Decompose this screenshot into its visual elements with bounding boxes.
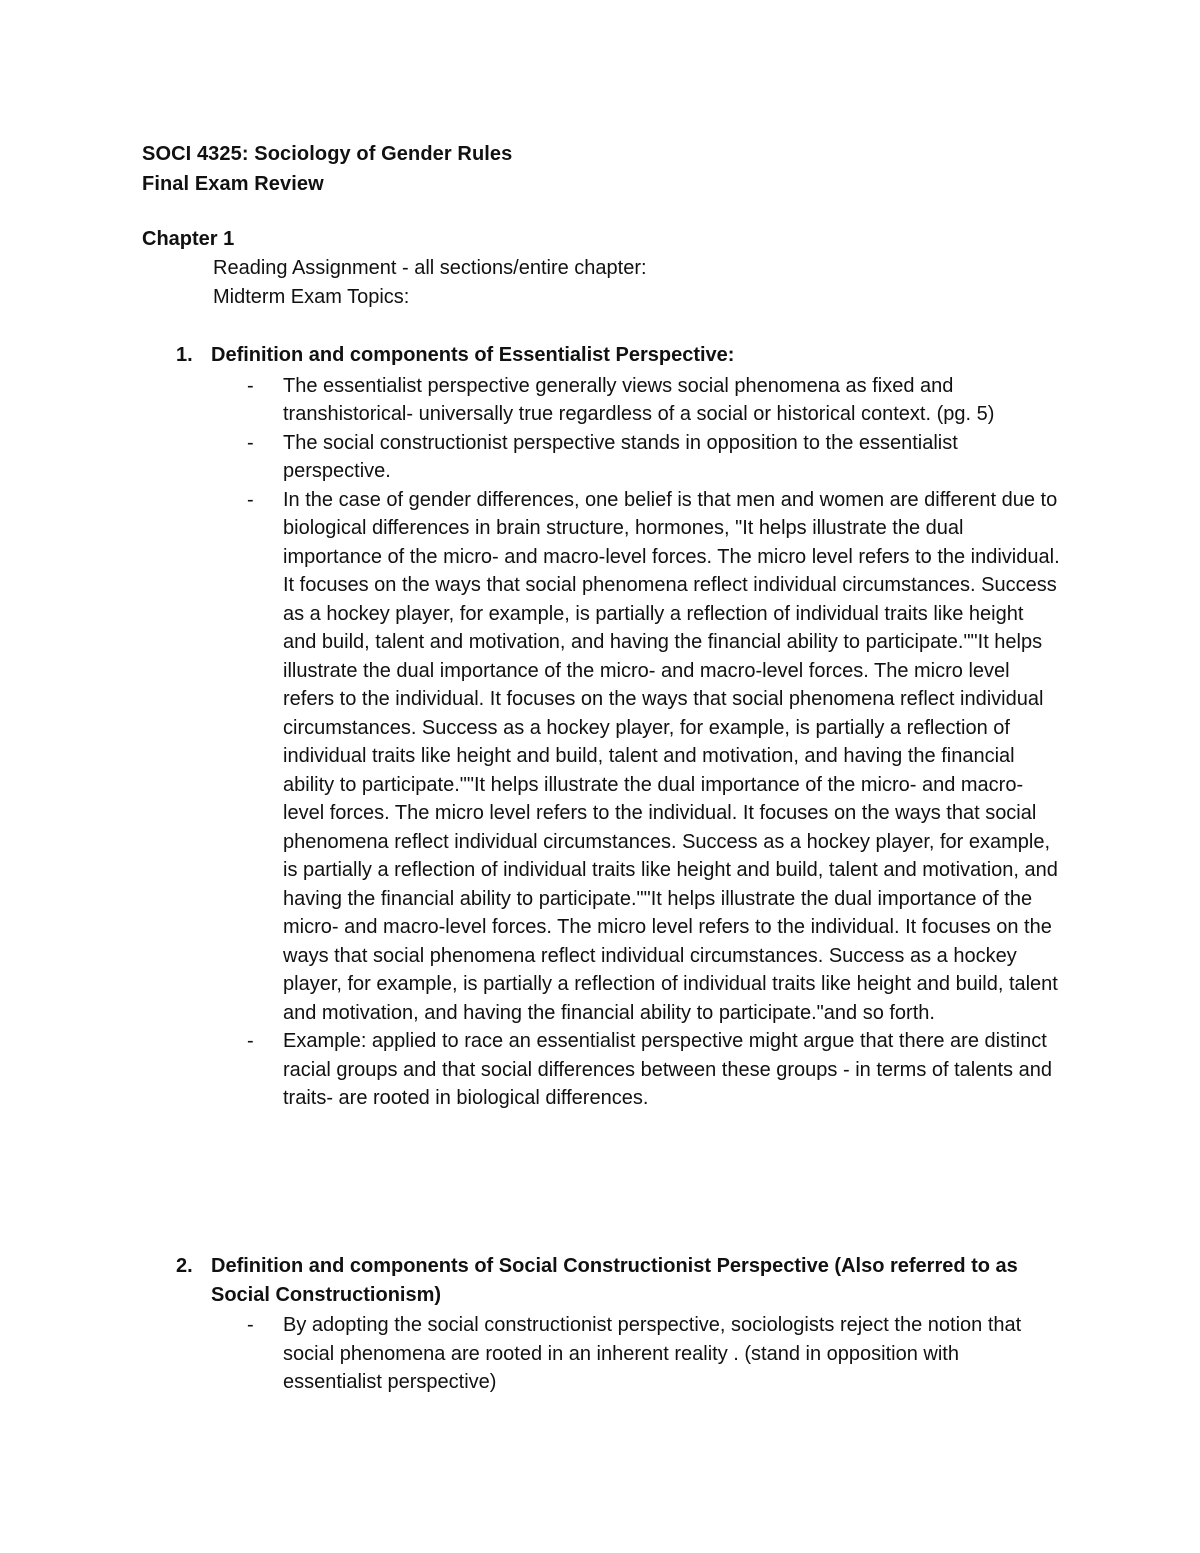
numbered-item-essentialist xyxy=(142,341,1062,1113)
item-number: 2. xyxy=(176,1255,193,1277)
numbered-item-social-constructionist xyxy=(142,1252,1062,1397)
midterm-topics: Midterm Exam Topics: xyxy=(213,285,410,308)
reading-assignment: Reading Assignment - all sections/entire chapter: xyxy=(213,257,647,279)
bullet-text: The essentialist perspective generally views social phenomena as fixed and transhistorical- universally true regardless of a social or historical context. (pg. 5) xyxy=(283,374,995,425)
bullet-list xyxy=(142,372,1062,1113)
list-item xyxy=(142,372,1062,429)
bullet-text: The social constructionist perspective stands in opposition to the essentialist perspective. xyxy=(283,431,958,482)
course-title: SOCI 4325: Sociology of Gender Rules xyxy=(142,143,513,165)
bullet-dash: - xyxy=(247,488,254,511)
chapter-heading: Chapter 1 xyxy=(142,228,235,250)
item-heading-text: Definition and components of Essentialist Perspective: xyxy=(211,344,735,366)
list-item xyxy=(142,1311,1062,1397)
numbered-item-heading xyxy=(142,341,1062,370)
document-subtitle: Final Exam Review xyxy=(142,173,324,195)
list-item xyxy=(142,429,1062,486)
bullet-dash: - xyxy=(247,1030,254,1052)
list-item xyxy=(142,1027,1062,1113)
item-number: 1. xyxy=(176,344,193,366)
numbered-item-heading xyxy=(142,1252,1062,1309)
bullet-dash: - xyxy=(247,1314,254,1336)
item-heading-text: Definition and components of Social Constructionist Perspective (Also referred to as Social Constructionism) xyxy=(211,1255,1018,1306)
bullet-text: By adopting the social constructionist perspective, sociologists reject the notion that social phenomena are rooted in an inherent reality . (stand in opposition with essentialist perspective) xyxy=(283,1314,1022,1393)
list-item xyxy=(142,486,1062,1028)
bullet-text: Example: applied to race an essentialist perspective might argue that there are distinct racial groups and that social differences between these groups - in terms of talents and traits- are rooted in biological differences. xyxy=(283,1030,1052,1109)
bullet-text: In the case of gender differences, one belief is that men and women are different due to biological differences in brain structure, hormones, "It helps illustrate the dual importance of the micro- and macro-level forces. The micro level refers to the individual. It focuses on the ways that social phenomena reflect individual circumstances. Success as a hockey player, for example, is partially a reflection of individual traits like height and build, talent and motivation, and having the financial ability to participate.""It helps illustrate the dual importance of the micro- and macro-level forces. The micro level refers to the individual. It focuses on the ways that social phenomena reflect individual circumstances. Success as a hockey player, for example, is partially a reflection of individual traits like height and build, talent and motivation, and having the financial ability to participate.""It helps illustrate the dual importance of the micro- and macro-level forces. The micro level refers to the individual. It focuses on the ways that social phenomena reflect individual circumstances. Success as a hockey player, for example, is partially a reflection of individual traits like height and build, talent and motivation, and having the financial ability to participate.""It helps illustrate the dual importance of the micro- and macro-level forces. The micro level refers to the individual. It focuses on the ways that social phenomena reflect individual circumstances. Success as a hockey player, for example, is partially a reflection of individual traits like height and build, talent and motivation, and having the financial ability to participate."and so forth. xyxy=(283,488,1060,1024)
bullet-list xyxy=(142,1311,1062,1397)
bullet-dash: - xyxy=(247,431,254,454)
document-header xyxy=(142,139,1092,311)
bullet-dash: - xyxy=(247,374,254,397)
